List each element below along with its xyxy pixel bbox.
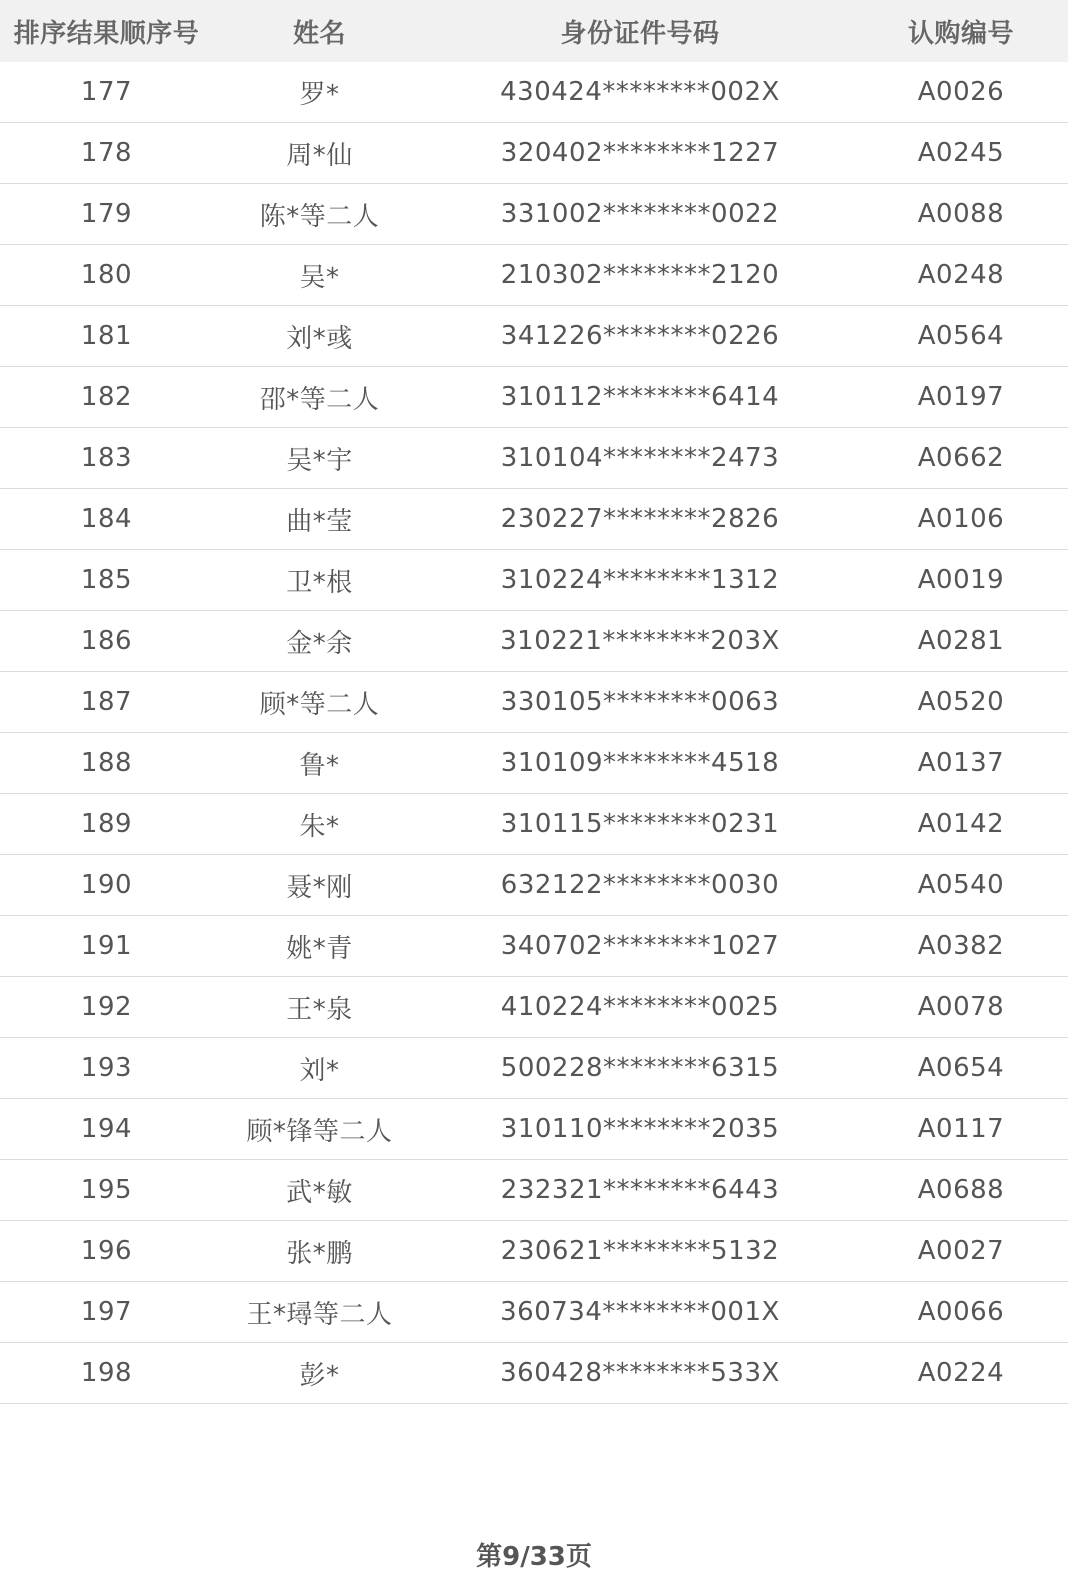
cell-id-number: 330105********0063 bbox=[500, 687, 780, 717]
table-row bbox=[0, 977, 1068, 1038]
cell-name: 王*璕等二人 bbox=[246, 1299, 393, 1330]
cell-order-number: 190 bbox=[80, 870, 133, 900]
cell-order-number: 194 bbox=[80, 1114, 133, 1144]
table-row bbox=[0, 550, 1068, 611]
cell-subscription-number: A0688 bbox=[917, 1175, 1005, 1205]
table-header bbox=[0, 0, 1068, 62]
cell-id-number: 310109********4518 bbox=[500, 748, 780, 778]
cell-subscription-number: A0117 bbox=[917, 1114, 1005, 1144]
table-row bbox=[0, 855, 1068, 916]
cell-name: 聂*刚 bbox=[286, 872, 353, 903]
cell-subscription-number: A0197 bbox=[917, 382, 1005, 412]
table-row bbox=[0, 794, 1068, 855]
page-indicator: 第9/33页 bbox=[476, 1542, 592, 1572]
cell-order-number: 189 bbox=[80, 809, 133, 839]
cell-order-number: 191 bbox=[80, 931, 133, 961]
cell-id-number: 310221********203X bbox=[500, 626, 780, 656]
cell-name: 罗* bbox=[299, 79, 340, 110]
cell-subscription-number: A0520 bbox=[917, 687, 1005, 717]
cell-id-number: 232321********6443 bbox=[500, 1175, 780, 1205]
cell-subscription-number: A0248 bbox=[917, 260, 1005, 290]
table-row bbox=[0, 62, 1068, 123]
cell-id-number: 341226********0226 bbox=[500, 321, 780, 351]
cell-name: 吴*宇 bbox=[286, 445, 353, 476]
cell-name: 王*泉 bbox=[286, 994, 353, 1025]
cell-order-number: 195 bbox=[80, 1175, 133, 1205]
cell-order-number: 178 bbox=[80, 138, 133, 168]
cell-id-number: 500228********6315 bbox=[500, 1053, 780, 1083]
cell-name: 彭* bbox=[299, 1360, 340, 1391]
cell-id-number: 230227********2826 bbox=[500, 504, 780, 534]
cell-name: 顾*等二人 bbox=[259, 689, 380, 720]
cell-subscription-number: A0027 bbox=[917, 1236, 1005, 1266]
cell-order-number: 187 bbox=[80, 687, 133, 717]
header-subscription-number: 认购编号 bbox=[907, 18, 1014, 49]
cell-subscription-number: A0245 bbox=[917, 138, 1005, 168]
table-row bbox=[0, 184, 1068, 245]
cell-id-number: 310115********0231 bbox=[500, 809, 780, 839]
table-row bbox=[0, 428, 1068, 489]
cell-subscription-number: A0564 bbox=[917, 321, 1005, 351]
table-row bbox=[0, 245, 1068, 306]
cell-name: 吴* bbox=[299, 262, 340, 293]
cell-name: 刘*彧 bbox=[286, 323, 353, 354]
cell-order-number: 188 bbox=[80, 748, 133, 778]
cell-name: 顾*锋等二人 bbox=[246, 1116, 393, 1147]
header-id-number: 身份证件号码 bbox=[560, 18, 720, 49]
cell-subscription-number: A0382 bbox=[917, 931, 1005, 961]
cell-subscription-number: A0662 bbox=[917, 443, 1005, 473]
cell-name: 刘* bbox=[299, 1055, 340, 1086]
cell-id-number: 210302********2120 bbox=[500, 260, 780, 290]
header-order-number: 排序结果顺序号 bbox=[13, 18, 200, 49]
cell-name: 张*鹏 bbox=[286, 1238, 353, 1269]
cell-order-number: 185 bbox=[80, 565, 133, 595]
cell-id-number: 310112********6414 bbox=[500, 382, 780, 412]
table-row bbox=[0, 1343, 1068, 1404]
table-row bbox=[0, 367, 1068, 428]
cell-id-number: 360428********533X bbox=[500, 1358, 780, 1388]
cell-name: 邵*等二人 bbox=[259, 384, 380, 415]
cell-id-number: 310110********2035 bbox=[500, 1114, 780, 1144]
cell-order-number: 181 bbox=[80, 321, 133, 351]
cell-order-number: 186 bbox=[80, 626, 133, 656]
cell-subscription-number: A0019 bbox=[917, 565, 1005, 595]
table-row bbox=[0, 611, 1068, 672]
table-row bbox=[0, 733, 1068, 794]
cell-id-number: 632122********0030 bbox=[500, 870, 780, 900]
table-row bbox=[0, 1282, 1068, 1343]
cell-order-number: 192 bbox=[80, 992, 133, 1022]
cell-name: 武*敏 bbox=[286, 1177, 353, 1208]
cell-id-number: 360734********001X bbox=[500, 1297, 780, 1327]
cell-subscription-number: A0654 bbox=[917, 1053, 1005, 1083]
cell-id-number: 410224********0025 bbox=[500, 992, 780, 1022]
cell-name: 朱* bbox=[299, 811, 340, 842]
cell-order-number: 182 bbox=[80, 382, 133, 412]
table-row bbox=[0, 916, 1068, 977]
cell-subscription-number: A0281 bbox=[917, 626, 1005, 656]
cell-name: 卫*根 bbox=[286, 567, 353, 598]
cell-order-number: 180 bbox=[80, 260, 133, 290]
cell-id-number: 430424********002X bbox=[500, 77, 780, 107]
cell-id-number: 340702********1027 bbox=[500, 931, 780, 961]
cell-order-number: 197 bbox=[80, 1297, 133, 1327]
cell-subscription-number: A0088 bbox=[917, 199, 1005, 229]
cell-name: 曲*莹 bbox=[286, 506, 353, 537]
table-row bbox=[0, 672, 1068, 733]
cell-order-number: 193 bbox=[80, 1053, 133, 1083]
cell-order-number: 183 bbox=[80, 443, 133, 473]
cell-subscription-number: A0137 bbox=[917, 748, 1005, 778]
cell-name: 陈*等二人 bbox=[259, 201, 380, 232]
cell-order-number: 198 bbox=[80, 1358, 133, 1388]
cell-subscription-number: A0224 bbox=[917, 1358, 1005, 1388]
cell-subscription-number: A0026 bbox=[917, 77, 1005, 107]
cell-id-number: 310224********1312 bbox=[500, 565, 780, 595]
table-row bbox=[0, 1160, 1068, 1221]
cell-id-number: 230621********5132 bbox=[500, 1236, 780, 1266]
table-row bbox=[0, 123, 1068, 184]
cell-subscription-number: A0078 bbox=[917, 992, 1005, 1022]
cell-subscription-number: A0066 bbox=[917, 1297, 1005, 1327]
cell-id-number: 331002********0022 bbox=[500, 199, 780, 229]
table-row bbox=[0, 1038, 1068, 1099]
cell-id-number: 320402********1227 bbox=[500, 138, 780, 168]
cell-order-number: 179 bbox=[80, 199, 133, 229]
cell-name: 鲁* bbox=[299, 750, 340, 781]
cell-name: 周*仙 bbox=[286, 140, 353, 171]
cell-id-number: 310104********2473 bbox=[500, 443, 780, 473]
cell-name: 姚*青 bbox=[286, 933, 353, 964]
cell-subscription-number: A0540 bbox=[917, 870, 1005, 900]
cell-order-number: 184 bbox=[80, 504, 133, 534]
header-name: 姓名 bbox=[292, 18, 346, 49]
cell-subscription-number: A0142 bbox=[917, 809, 1005, 839]
table-row bbox=[0, 489, 1068, 550]
table-row bbox=[0, 1221, 1068, 1282]
table-row bbox=[0, 306, 1068, 367]
cell-subscription-number: A0106 bbox=[917, 504, 1005, 534]
cell-order-number: 177 bbox=[80, 77, 133, 107]
cell-name: 金*余 bbox=[286, 628, 353, 659]
table-row bbox=[0, 1099, 1068, 1160]
cell-order-number: 196 bbox=[80, 1236, 133, 1266]
table-body bbox=[0, 62, 1068, 1404]
